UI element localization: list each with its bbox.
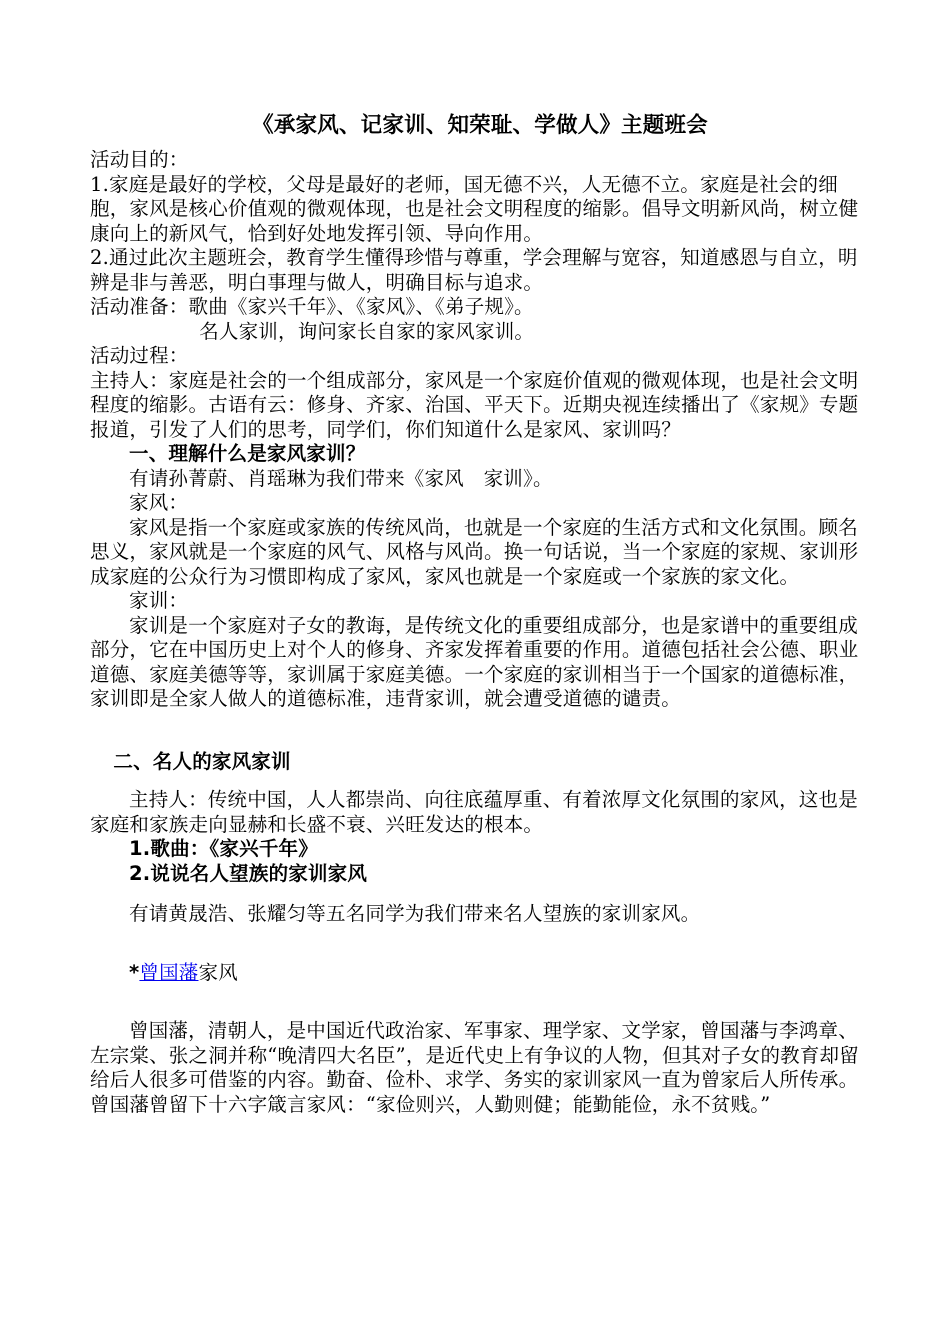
list-item-family-rules: 2.说说名人望族的家训家风: [129, 861, 368, 885]
section-1-heading: 一、理解什么是家风家训？: [129, 442, 366, 465]
prep-line-1: 活动准备：歌曲《家兴千年》、《家风》、《弟子规》。: [90, 295, 534, 318]
star-marker: *: [129, 960, 140, 984]
zeng-text: 曾国藩，清朝人，是中国近代政治家、军事家、理学家、文学家，曾国藩与李鸿章、左宗棠、张之洞并称“晚清四大名臣”，是近代史上有争议的人物，但其对子女的教育却留给后人很多可借鉴的内容。勤奋、俭朴、求学、务实的家训家风一直为曾家后人所传承。曾国藩曾留下十六字箴言家风：“家俭则兴，人勤则健；能勤能俭，永不贫贱。”: [90, 1019, 859, 1116]
jiafeng-text: 家风是指一个家庭或家族的传统风尚，也就是一个家庭的生活方式和文化氛围。顾名思义，家风就是一个家庭的风气、风格与风尚。换一句话说，当一个家庭的家规、家训形成家庭的公众行为习惯即构成了家风，家风也就是一个家庭或一个家族的家文化。: [90, 515, 859, 588]
jiaxun-text: 家训是一个家庭对子女的教诲，是传统文化的重要组成部分，也是家谱中的重要组成部分，它在中国历史上对个人的修身、齐家发挥着重要的作用。道德包括社会公德、职业道德、家庭美德等等，家训属于家庭美德。一个家庭的家训相当于一个国家的道德标准，家训即是全家人做人的道德标准，违背家训，就会遭受道德的谴责。: [90, 613, 859, 710]
section-2-heading: 二、名人的家风家训: [113, 749, 291, 773]
zeng-heading-suffix: 家风: [198, 960, 238, 984]
section-1-invite: 有请孙菁蔚、肖瑶琳为我们带来《家风 家训》。: [129, 466, 553, 490]
zeng-guofan-link[interactable]: 曾国藩: [139, 960, 199, 984]
section-2-host: 主持人：传统中国，人人都崇尚、向往底蕴厚重、有着浓厚文化氛围的家风，这也是家庭和家族走向显赫和长盛不衰、兴旺发达的根本。: [90, 788, 858, 836]
zeng-heading: [90, 961, 870, 986]
jiafeng-label: 家风：: [129, 491, 189, 514]
goal-item-1: 1.家庭是最好的学校，父母是最好的老师，国无德不兴，人无德不立。家庭是社会的细胞，家风是核心价值观的微观体现，也是社会文明程度的缩影。倡导文明新风尚，树立健康向上的新风气，恰到好处地发挥引领、导向作用。: [90, 172, 859, 245]
host-intro: 主持人：家庭是社会的一个组成部分，家风是一个家庭价值观的微观体现，也是社会文明程度的缩影。古语有云：修身、齐家、治国、平天下。近期央视连续播出了《家规》专题报道，引发了人们的思考，同学们，你们知道什么是家风、家训吗？: [90, 368, 859, 441]
process-heading: 活动过程：: [90, 344, 189, 367]
prep-line-2: 名人家训，询问家长自家的家风家训。: [199, 319, 535, 343]
section-2-invite: 有请黄晟浩、张耀匀等五名同学为我们带来名人望族的家训家风。: [129, 902, 701, 925]
page-title: 《承家风、记家训、知荣耻、学做人》主题班会: [252, 113, 708, 138]
document-page: [90, 112, 870, 1117]
goal-item-2: 2.通过此次主题班会，教育学生懂得珍惜与尊重，学会理解与宽容，知道感恩与自立，明辨是非与善恶，明白事理与做人，明确目标与追求。: [90, 246, 858, 294]
jiaxun-label: 家训：: [129, 589, 189, 612]
goal-heading: 活动目的：: [90, 148, 189, 171]
list-item-song: 1.歌曲：《家兴千年》: [129, 837, 318, 860]
